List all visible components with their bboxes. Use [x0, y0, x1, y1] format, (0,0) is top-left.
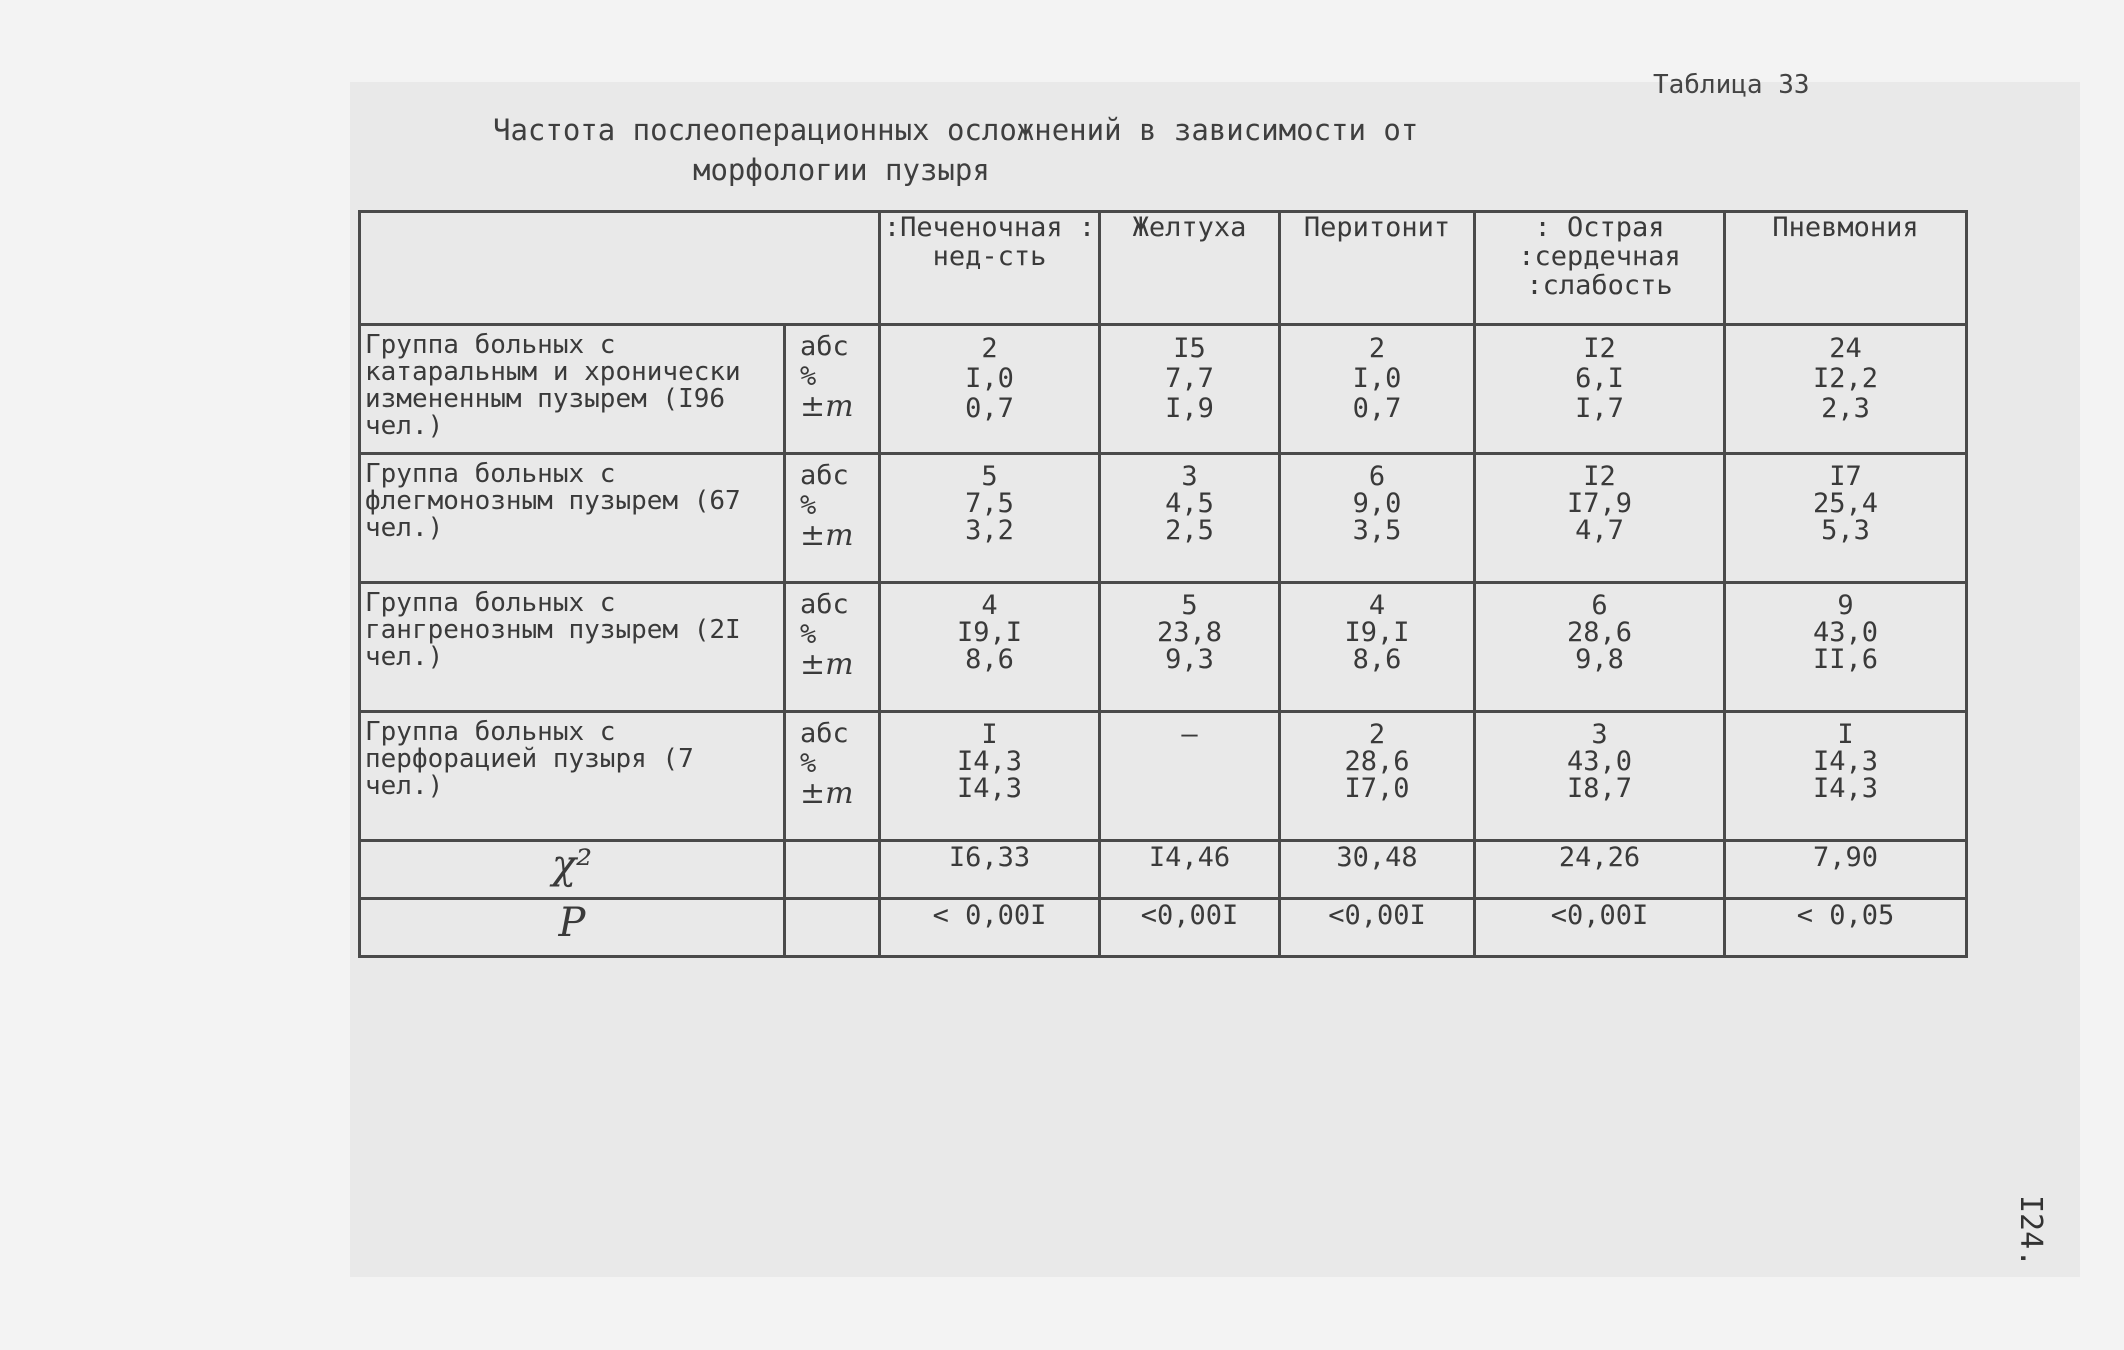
value-cell: I2 6,I I,7	[1475, 325, 1725, 454]
value-cell: 6 28,6 9,8	[1475, 583, 1725, 712]
value-cell: 2 I,0 0,7	[1280, 325, 1475, 454]
title-line-2: морфологии пузыря	[693, 153, 990, 187]
chi-square-value: I4,46	[1100, 841, 1280, 899]
header-empty	[360, 212, 880, 325]
chi-square-value: I6,33	[880, 841, 1100, 899]
title-line-1: Частота послеоперационных осложнений в зависимости от	[493, 113, 1419, 147]
chi-square-value: 7,90	[1725, 841, 1967, 899]
header-cardiac-failure: : Острая :сердечная :слабость	[1475, 212, 1725, 325]
table-row	[360, 583, 1967, 712]
value-cell: I I4,3 I4,3	[880, 712, 1100, 841]
value-cell: 4 I9,I 8,6	[1280, 583, 1475, 712]
units-cell	[785, 712, 880, 841]
value-cell: 24 I2,2 2,3	[1725, 325, 1967, 454]
value-cell: I7 25,4 5,3	[1725, 454, 1967, 583]
unit-pct: %	[800, 619, 817, 650]
table-title	[493, 110, 1533, 190]
value-cell: 6 9,0 3,5	[1280, 454, 1475, 583]
p-value: <0,00I	[1280, 899, 1475, 957]
p-value: <0,00I	[1475, 899, 1725, 957]
value-cell: 3 43,0 I8,7	[1475, 712, 1725, 841]
header-jaundice: Желтуха	[1100, 212, 1280, 325]
unit-pct: %	[800, 361, 817, 392]
units-cell	[785, 583, 880, 712]
unit-abs: абс	[800, 331, 849, 362]
p-value-label: P	[360, 899, 785, 957]
group-label: Группа больных с перфорацией пузыря (7 чел.)	[360, 712, 785, 841]
unit-m: ±m	[800, 518, 854, 553]
value-cell: 2 28,6 I7,0	[1280, 712, 1475, 841]
header-row	[360, 212, 1967, 325]
page-number: I24.	[2013, 1195, 2048, 1268]
value-cell: I2 I7,9 4,7	[1475, 454, 1725, 583]
header-pneumonia: Пневмония	[1725, 212, 1967, 325]
p-value: <0,00I	[1100, 899, 1280, 957]
unit-abs: абс	[800, 589, 849, 620]
unit-m: ±m	[800, 647, 854, 682]
p-value: < 0,05	[1725, 899, 1967, 957]
value-cell: 3 4,5 2,5	[1100, 454, 1280, 583]
unit-pct: %	[800, 490, 817, 521]
empty-cell	[785, 899, 880, 957]
p-value: < 0,00I	[880, 899, 1100, 957]
value-cell: –	[1100, 712, 1280, 841]
chi-square-row	[360, 841, 1967, 899]
chi-square-label: χ²	[360, 841, 785, 899]
units-cell	[785, 325, 880, 454]
header-peritonitis: Перитонит	[1280, 212, 1475, 325]
header-liver-failure: :Печеночная : нед-сть	[880, 212, 1100, 325]
empty-cell	[785, 841, 880, 899]
value-cell: 5 23,8 9,3	[1100, 583, 1280, 712]
value-cell: 4 I9,I 8,6	[880, 583, 1100, 712]
group-label: Группа больных с катаральным и хронически измененным пузырем (I96 чел.)	[360, 325, 785, 454]
table-number: Таблица 33	[1653, 70, 1810, 100]
value-cell: I I4,3 I4,3	[1725, 712, 1967, 841]
unit-abs: абс	[800, 718, 849, 749]
unit-abs: абс	[800, 460, 849, 491]
value-cell: I5 7,7 I,9	[1100, 325, 1280, 454]
units-cell	[785, 454, 880, 583]
value-cell: 5 7,5 3,2	[880, 454, 1100, 583]
value-cell: 2 I,0 0,7	[880, 325, 1100, 454]
unit-m: ±m	[800, 776, 854, 811]
table-row	[360, 712, 1967, 841]
group-label: Группа больных с гангренозным пузырем (2I чел.)	[360, 583, 785, 712]
table-row	[360, 454, 1967, 583]
chi-square-value: 30,48	[1280, 841, 1475, 899]
group-label: Группа больных с флегмонозным пузырем (67 чел.)	[360, 454, 785, 583]
unit-m: ±m	[800, 389, 854, 424]
chi-square-value: 24,26	[1475, 841, 1725, 899]
value-cell: 9 43,0 II,6	[1725, 583, 1967, 712]
unit-pct: %	[800, 748, 817, 779]
p-value-row	[360, 899, 1967, 957]
table-row	[360, 325, 1967, 454]
complications-table	[358, 210, 1968, 958]
